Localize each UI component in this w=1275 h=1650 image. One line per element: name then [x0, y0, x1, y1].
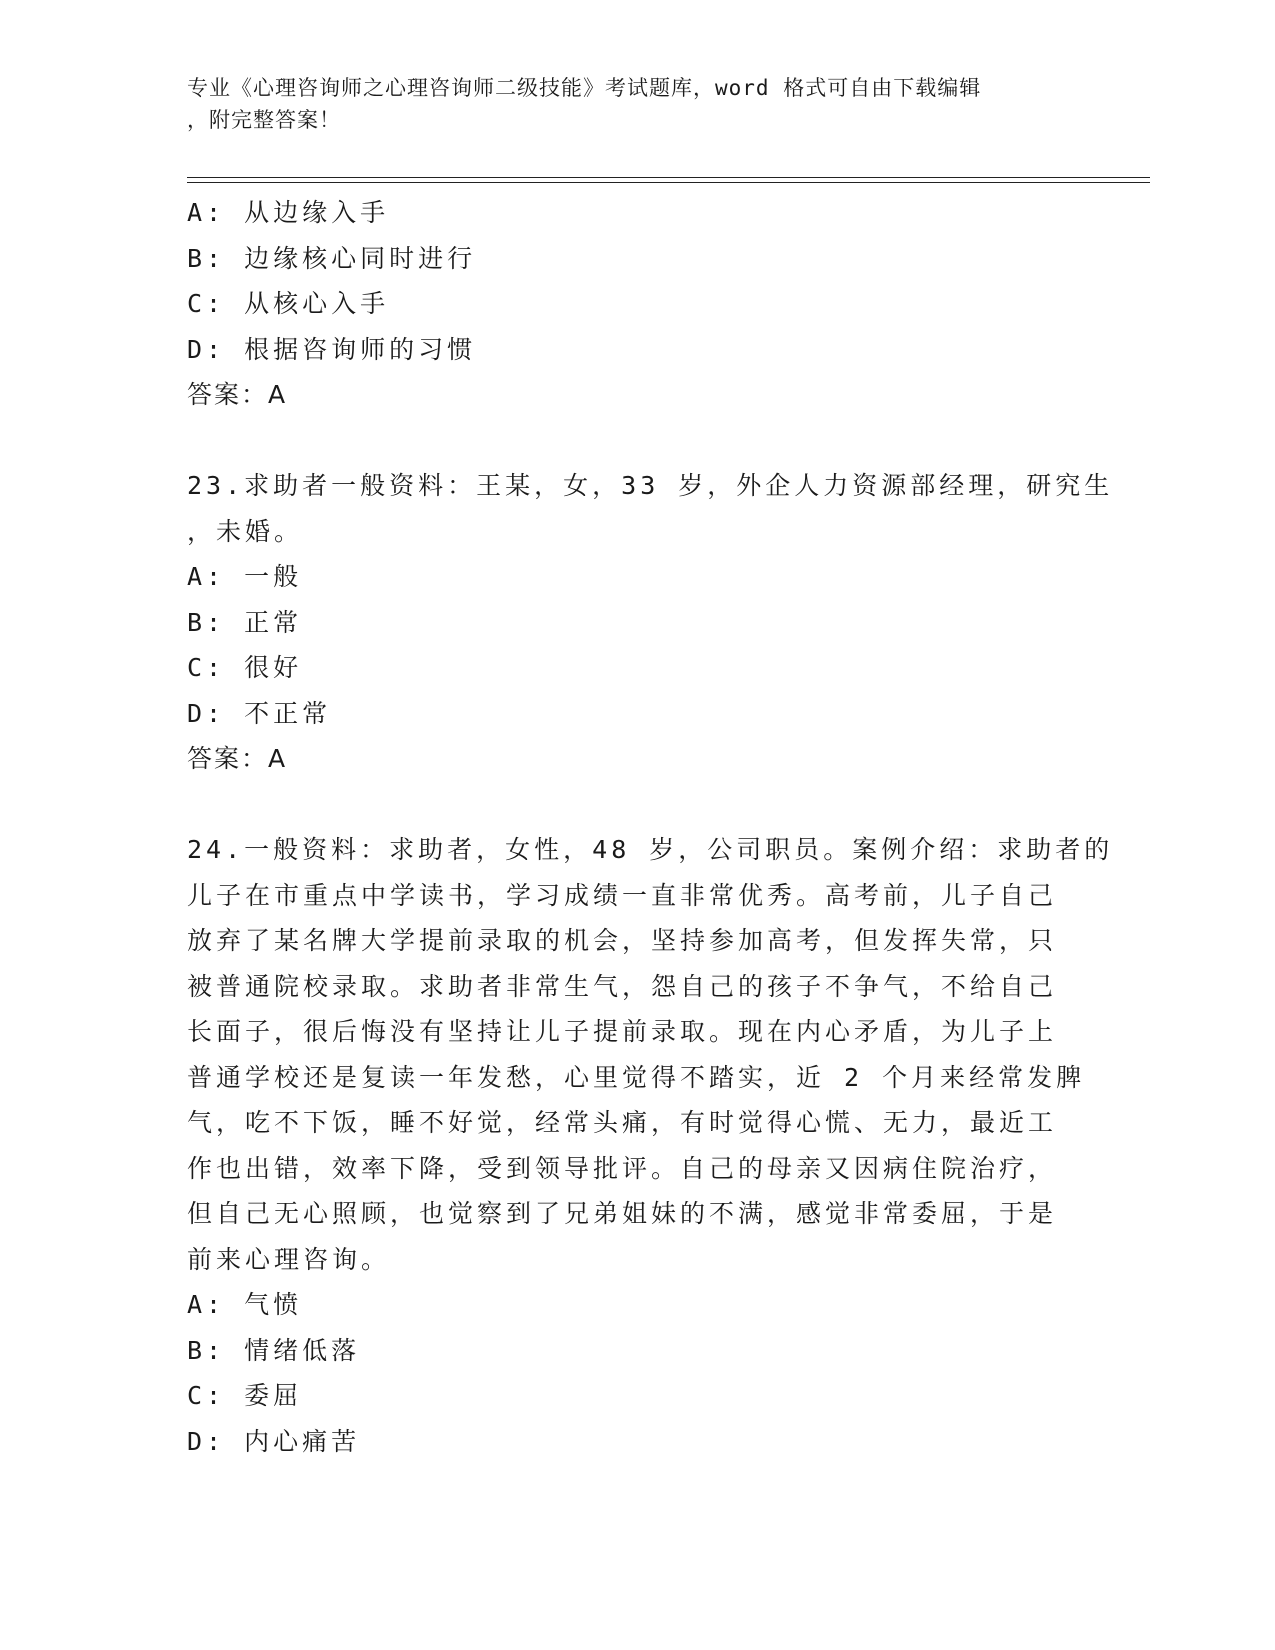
option-c: C: 从核心入手 — [187, 289, 390, 318]
question-22-answer: 答案：A — [187, 380, 288, 409]
option-a: A: 从边缘入手 — [187, 198, 390, 227]
option-a: A: 一般 — [187, 562, 303, 591]
option-a: A: 气愤 — [187, 1290, 303, 1319]
header-line-2: ，附完整答案！ — [187, 108, 341, 132]
question-23 — [187, 463, 1114, 782]
question-24-stem-line-4: 被普通院校录取。求助者非常生气，怨自己的孩子不争气，不给自己 — [187, 971, 1058, 1001]
question-23-stem-line-2: ，未婚。 — [187, 516, 304, 546]
question-22-options — [187, 190, 1087, 372]
option-c: C: 很好 — [187, 653, 303, 682]
question-24 — [187, 827, 1114, 1464]
header-divider — [187, 177, 1150, 183]
question-content — [187, 190, 1114, 1464]
option-b: B: 边缘核心同时进行 — [187, 243, 477, 273]
question-23-stem-line-1: 23.求助者一般资料：王某，女，33 岁，外企人力资源部经理，研究生 — [187, 471, 1114, 500]
header-line-1: 专业《心理咨询师之心理咨询师二级技能》考试题库，word 格式可自由下载编辑 — [187, 76, 982, 100]
question-24-stem-line-1: 24.一般资料：求助者，女性，48 岁，公司职员。案例介绍：求助者的 — [187, 835, 1114, 864]
question-24-stem-line-8: 作也出错，效率下降，受到领导批评。自己的母亲又因病住院治疗， — [187, 1153, 1058, 1183]
option-b: B: 正常 — [187, 607, 303, 637]
option-d: D: 根据咨询师的习惯 — [187, 334, 477, 364]
question-24-stem-line-5: 长面子，很后悔没有坚持让儿子提前录取。现在内心矛盾，为儿子上 — [187, 1017, 1058, 1046]
question-24-stem-line-9: 但自己无心照顾，也觉察到了兄弟姐妹的不满，感觉非常委屈，于是 — [187, 1199, 1058, 1228]
page-header — [187, 72, 1067, 136]
question-24-stem-line-7: 气，吃不下饭，睡不好觉，经常头痛，有时觉得心慌、无力，最近工 — [187, 1108, 1058, 1137]
option-b: B: 情绪低落 — [187, 1335, 361, 1365]
option-c: C: 委屈 — [187, 1381, 303, 1410]
question-24-stem-line-6: 普通学校还是复读一年发愁，心里觉得不踏实，近 2 个月来经常发脾 — [187, 1062, 1086, 1092]
question-23-answer: 答案：A — [187, 744, 288, 773]
option-d: D: 不正常 — [187, 698, 332, 728]
question-24-stem-line-2: 儿子在市重点中学读书，学习成绩一直非常优秀。高考前，儿子自己 — [187, 880, 1058, 910]
question-24-stem-line-10: 前来心理咨询。 — [187, 1244, 391, 1274]
question-24-stem-line-3: 放弃了某名牌大学提前录取的机会，坚持参加高考，但发挥失常，只 — [187, 926, 1058, 955]
option-d: D: 内心痛苦 — [187, 1426, 361, 1456]
